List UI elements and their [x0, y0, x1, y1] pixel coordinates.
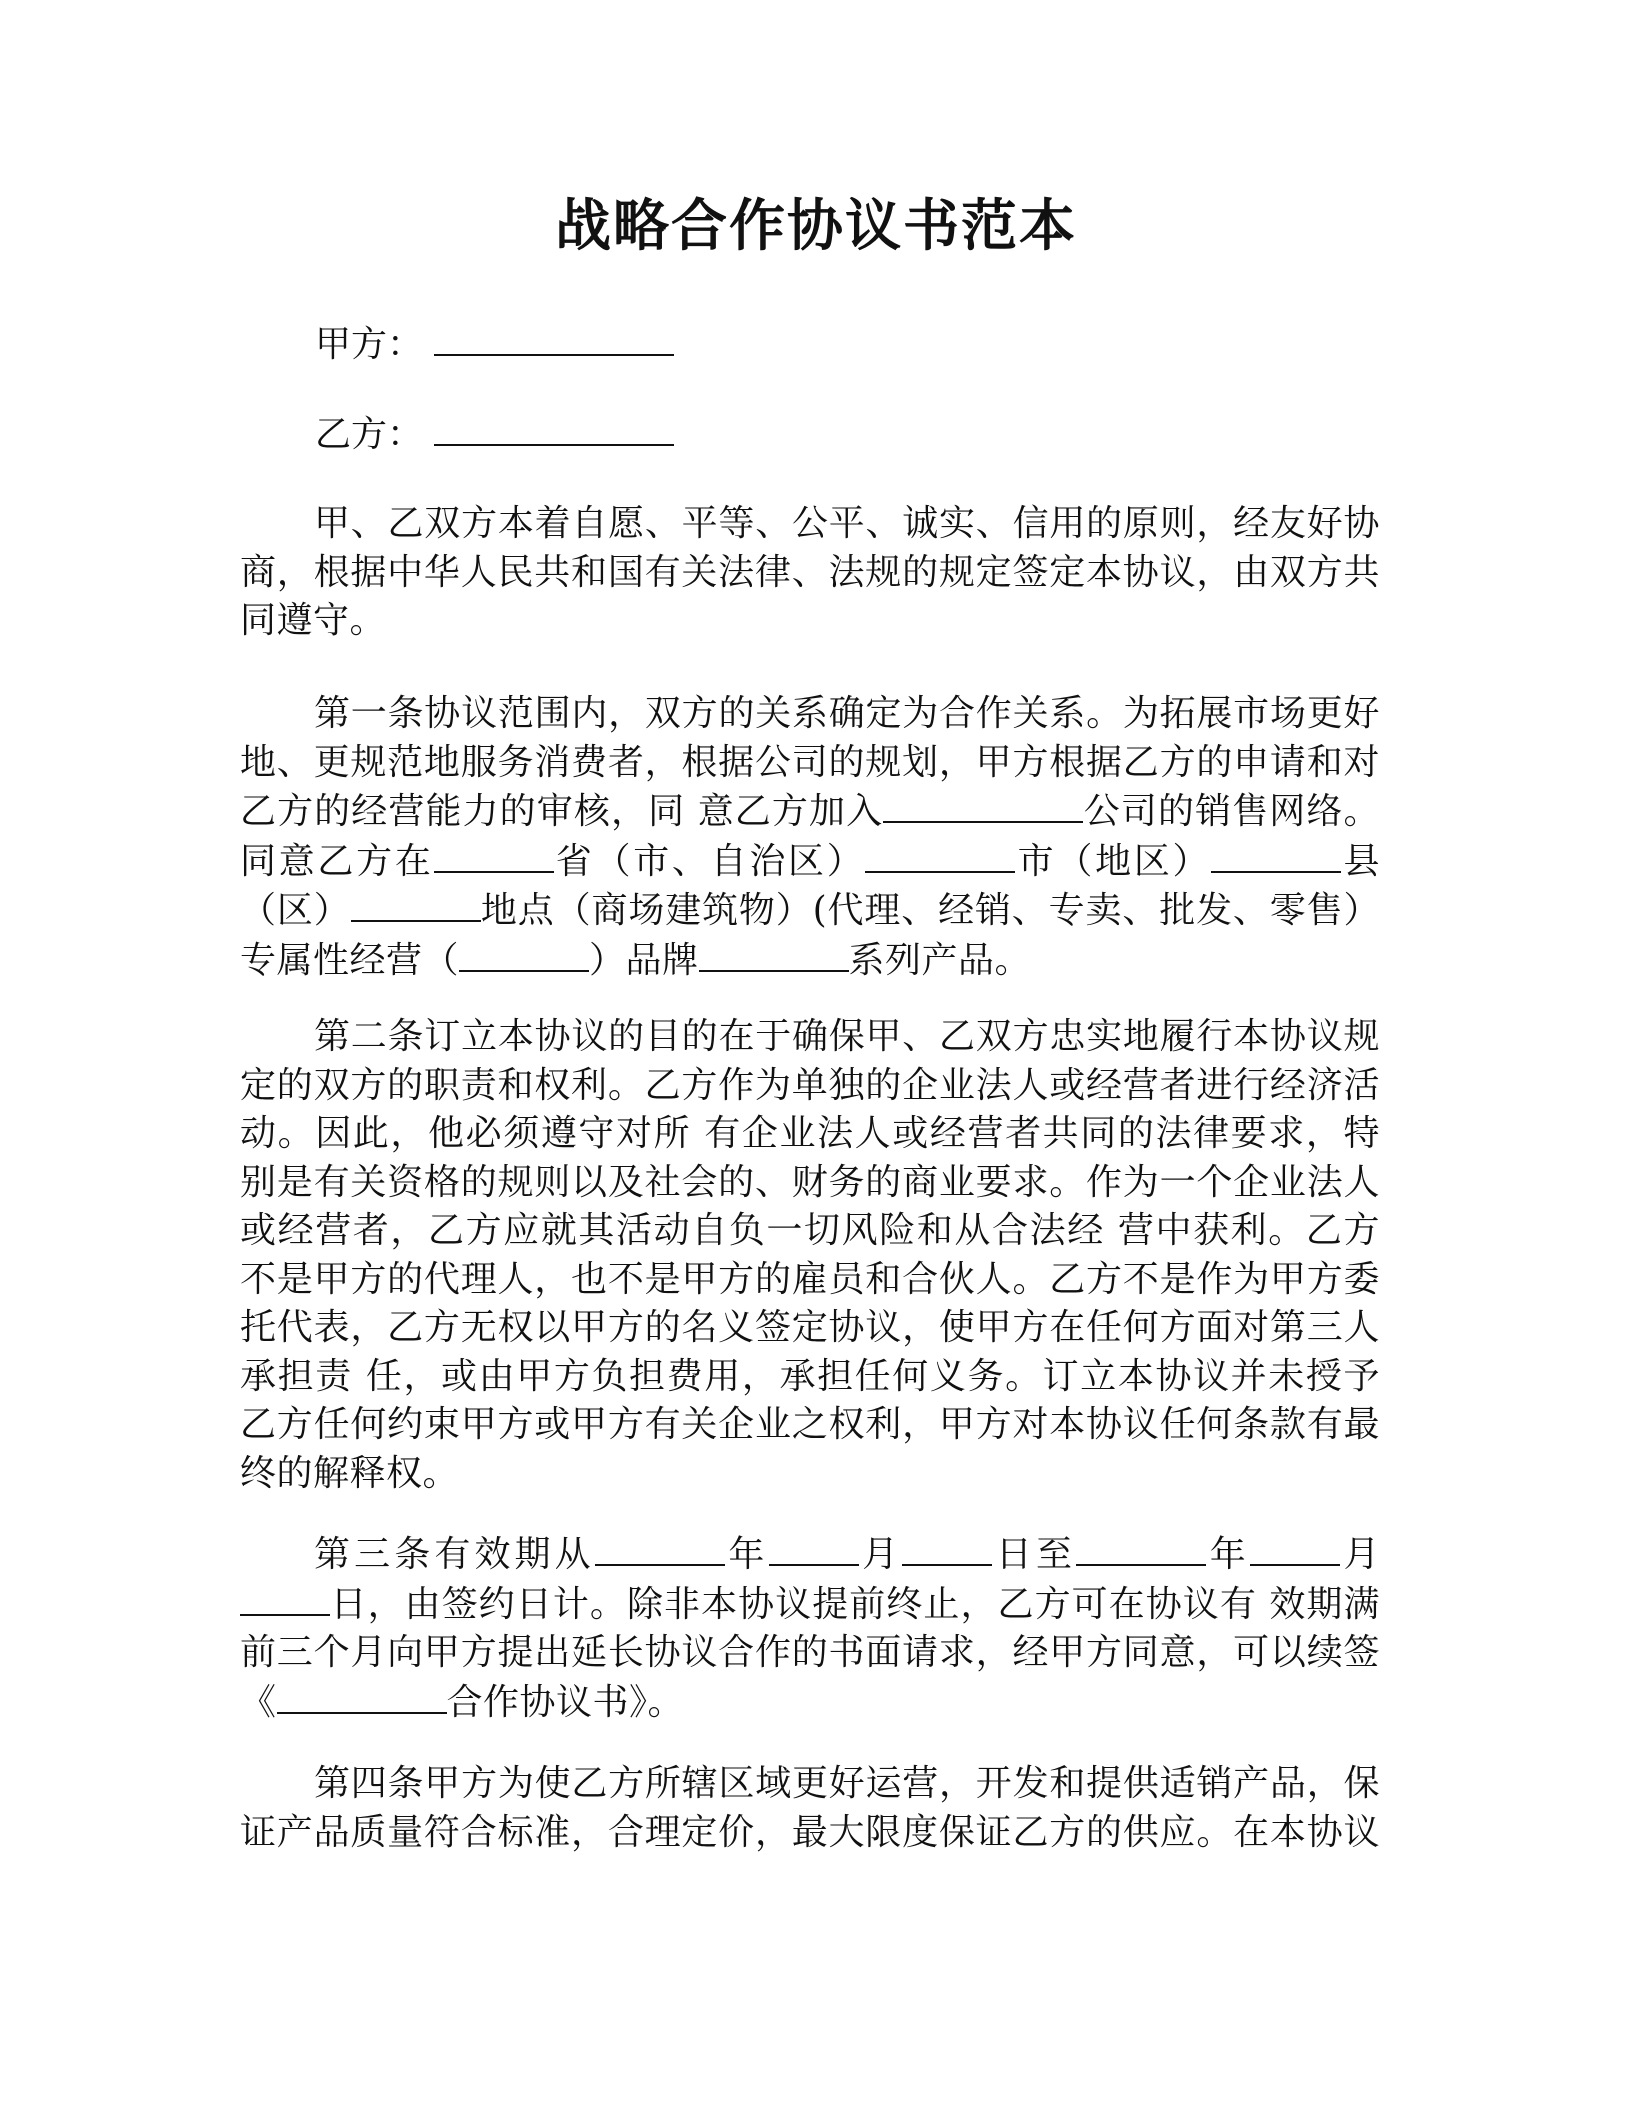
- article-1-line: 第一条协议范围内，双方的关系确定为合作关系。为拓展市场更好: [314, 693, 1380, 734]
- intro-line: 商，根据中华人民共和国有关法律、法规的规定签定本协议，由双方共: [240, 551, 1380, 593]
- operation-type-blank: [459, 936, 589, 972]
- renewal-name-blank: [277, 1678, 447, 1714]
- start-year-blank: [595, 1530, 725, 1566]
- article-2-line: 承担责 任，或由甲方负担费用，承担任何义务。订立本协议并未授予: [240, 1355, 1380, 1397]
- document-title: 战略合作协议书范本: [555, 193, 1077, 259]
- end-month-blank: [1250, 1530, 1340, 1566]
- article-1-line: 专属性经营（ ）品牌 系列产品。: [240, 936, 1380, 986]
- brand-blank: [699, 936, 849, 972]
- article-3-paragraph: [240, 1530, 1380, 1727]
- article-2-line: 第二条订立本协议的目的在于确保甲、乙双方忠实地履行本协议规: [314, 1016, 1380, 1057]
- party-a-blank: [434, 320, 674, 356]
- article-4-line: 证产品质量符合标准，合理定价，最大限度保证乙方的供应。在本协议: [240, 1811, 1380, 1853]
- article-3-line: 第三条有效期从 年 月 日至 年 月: [240, 1530, 1380, 1580]
- article-2-line: 别是有关资格的规则以及社会的、财务的商业要求。作为一个企业法人: [240, 1161, 1380, 1203]
- province-blank: [434, 837, 554, 873]
- location-blank: [351, 886, 481, 922]
- article-2-line: 定的双方的职责和权利。乙方作为单独的企业法人或经营者进行经济活: [240, 1064, 1380, 1106]
- start-month-blank: [769, 1530, 859, 1566]
- intro-line: 同遵守。: [240, 600, 387, 641]
- article-3-line: 日，由签约日计。除非本协议提前终止，乙方可在协议有 效期满: [240, 1580, 1380, 1630]
- company-blank: [883, 787, 1083, 823]
- party-b-label: 乙方：: [315, 414, 424, 455]
- city-blank: [865, 837, 1015, 873]
- article-4-paragraph: [240, 1760, 1380, 1857]
- article-3-line: 前三个月向甲方提出延长协议合作的书面请求，经甲方同意，可以续签: [240, 1632, 1380, 1673]
- party-b-line: [315, 410, 674, 459]
- article-2-line: 动。因此，他必须遵守对所 有企业法人或经营者共同的法律要求，特: [240, 1113, 1380, 1154]
- article-2-line: 托代表，乙方无权以甲方的名义签定协议，使甲方在任何方面对第三人: [240, 1307, 1380, 1348]
- party-a-line: [315, 320, 674, 369]
- party-b-blank: [434, 410, 674, 446]
- article-1-line: 乙方的经营能力的审核，同 意乙方加入 公司的销售网络。: [240, 787, 1380, 837]
- end-year-blank: [1076, 1530, 1206, 1566]
- intro-paragraph: [240, 500, 1380, 646]
- article-2-line: 或经营者，乙方应就其活动自负一切风险和从合法经 营中获利。乙方: [240, 1210, 1380, 1251]
- start-day-blank: [902, 1530, 992, 1566]
- article-1-line: （区） 地点（商场建筑物）(代理、经销、专卖、批发、零售）: [240, 886, 1380, 936]
- article-1-line: 同意乙方在 省（市、自治区） 市（地区） 县: [240, 837, 1380, 887]
- article-3-line: 《 合作协议书》。: [240, 1678, 1380, 1728]
- article-1-paragraph: [240, 690, 1380, 985]
- article-2-paragraph: [240, 1013, 1380, 1498]
- article-4-line: 第四条甲方为使乙方所辖区域更好运营，开发和提供适销产品，保: [314, 1763, 1380, 1804]
- article-2-line: 终的解释权。: [240, 1452, 460, 1494]
- end-day-blank: [240, 1580, 330, 1616]
- article-2-line: 乙方任何约束甲方或甲方有关企业之权利，甲方对本协议任何条款有最: [240, 1404, 1380, 1445]
- article-1-line: 地、更规范地服务消费者，根据公司的规划，甲方根据乙方的申请和对: [240, 741, 1380, 783]
- county-blank: [1211, 837, 1341, 873]
- article-2-line: 不是甲方的代理人，也不是甲方的雇员和合伙人。乙方不是作为甲方委: [240, 1258, 1380, 1300]
- intro-line: 甲、乙双方本着自愿、平等、公平、诚实、信用的原则，经友好协: [314, 503, 1380, 544]
- party-a-label: 甲方：: [315, 324, 424, 365]
